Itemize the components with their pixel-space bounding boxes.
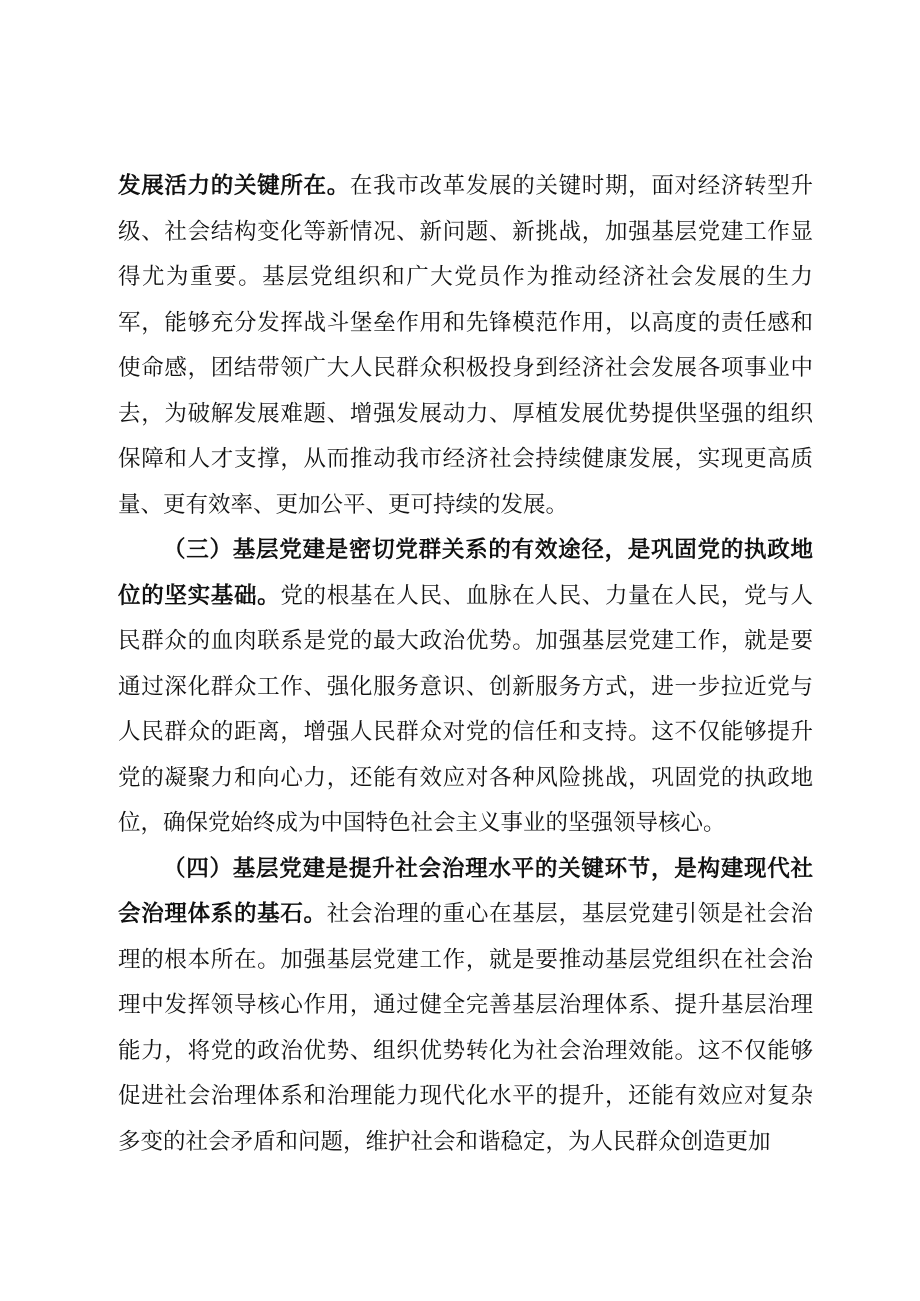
- paragraph-lead-bold: 发展活力的关键所在。: [118, 173, 350, 199]
- section-heading-three: （三）基层党建是密切党群关系的有效途径，是巩固党的执政地位的坚实基础。: [118, 537, 813, 609]
- paragraph-party-mass-relations: [118, 528, 813, 847]
- paragraph-development-vitality: [118, 164, 813, 528]
- paragraph-text: 党的根基在人民、血脉在人民、力量在人民，党与人民群众的血肉联系是党的最大政治优势。加强基层党建工作，就是要通过深化群众工作、强化服务意识、创新服务方式，进一步拉近党与人民群众的距离，增强人民群众对党的信任和支持。这不仅能够提升党的凝聚力和向心力，还能有效应对各种风险挑战，巩固党的执政地位，确保党始终成为中国特色社会主义事业的坚强领导核心。: [118, 582, 813, 836]
- paragraph-text: 社会治理的重心在基层，基层党建引领是社会治理的根本所在。加强基层党建工作，就是要推动基层党组织在社会治理中发挥领导核心作用，通过健全完善基层治理体系、提升基层治理能力，将党的政治优势、组织优势转化为社会治理效能。这不仅能够促进社会治理体系和治理能力现代化水平的提升，还能有效应对复杂多变的社会矛盾和问题，维护社会和谐稳定，为人民群众创造更加: [118, 901, 813, 1155]
- section-heading-four: （四）基层党建是提升社会治理水平的关键环节，是构建现代社会治理体系的基石。: [118, 855, 813, 927]
- document-body: [118, 164, 813, 1165]
- paragraph-social-governance: [118, 847, 813, 1166]
- paragraph-text: 在我市改革发展的关键时期，面对经济转型升级、社会结构变化等新情况、新问题、新挑战，加强基层党建工作显得尤为重要。基层党组织和广大党员作为推动经济社会发展的生力军，能够充分发挥战斗堡垒作用和先锋模范作用，以高度的责任感和使命感，团结带领广大人民群众积极投身到经济社会发展各项事业中去，为破解发展难题、增强发展动力、厚植发展优势提供坚强的组织保障和人才支撑，从而推动我市经济社会持续健康发展，实现更高质量、更有效率、更加公平、更可持续的发展。: [118, 173, 813, 518]
